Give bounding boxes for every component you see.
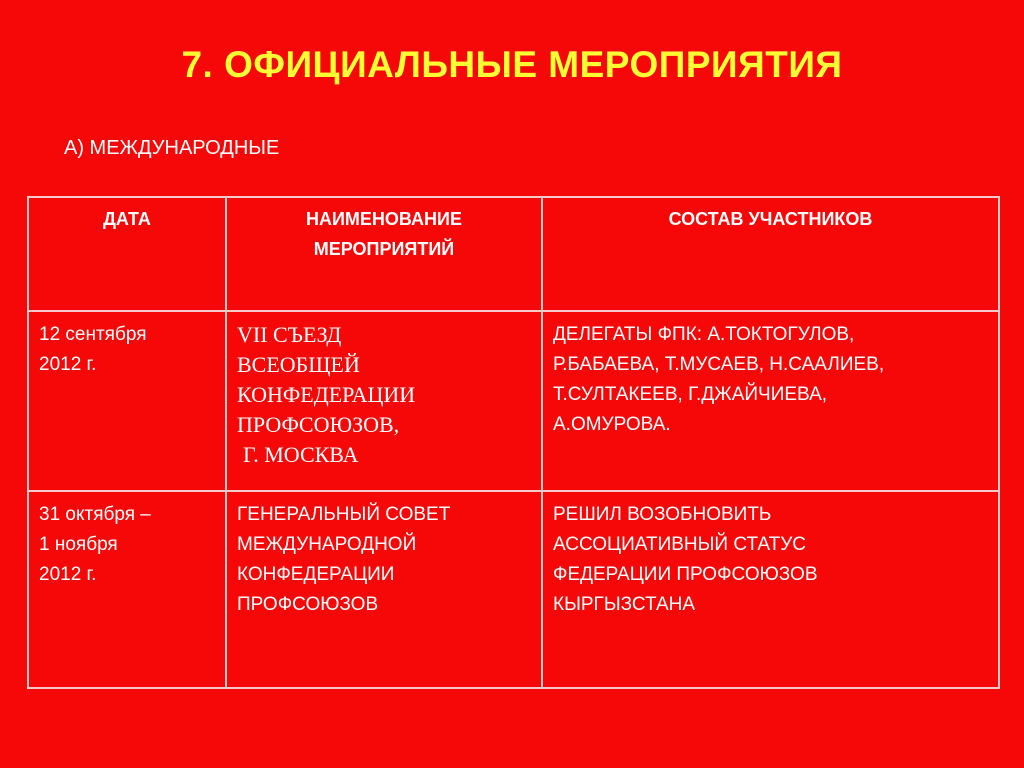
events-table (27, 196, 1000, 689)
participants-line: ДЕЛЕГАТЫ ФПК: А.ТОКТОГУЛОВ, (553, 324, 855, 345)
cell-date (28, 311, 226, 491)
header-name-line-1: НАИМЕНОВАНИЕ (306, 209, 462, 229)
event-name-line: Г. МОСКВА (243, 442, 359, 467)
table-row (28, 491, 999, 688)
event-name-line: VII СЪЕЗД (237, 322, 342, 347)
table-row (28, 311, 999, 491)
event-name-line: ВСЕОБЩЕЙ (237, 352, 360, 377)
event-name-line: КОНФЕДЕРАЦИИ (237, 382, 416, 407)
header-participants (542, 197, 999, 311)
header-name-line-2: МЕРОПРИЯТИЙ (313, 239, 455, 259)
header-participants-label: СОСТАВ УЧАСТНИКОВ (668, 209, 873, 229)
cell-date (28, 491, 226, 688)
event-name-line: КОНФЕДЕРАЦИИ (237, 564, 395, 585)
participants-line: АССОЦИАТИВНЫЙ СТАТУС (553, 534, 807, 555)
date-line: 2012 г. (39, 354, 97, 375)
header-event-name (226, 197, 542, 311)
participants-line: ФЕДЕРАЦИИ ПРОФСОЮЗОВ (553, 564, 818, 585)
participants-line: Т.СУЛТАКЕЕВ, Г.ДЖАЙЧИЕВА, (553, 384, 828, 405)
cell-participants (542, 311, 999, 491)
cell-participants (542, 491, 999, 688)
cell-event-name (226, 491, 542, 688)
header-date (28, 197, 226, 311)
date-line: 2012 г. (39, 564, 97, 585)
event-name-line: ПРОФСОЮЗОВ (237, 594, 379, 615)
participants-line: А.ОМУРОВА. (553, 414, 671, 435)
event-name-line: МЕЖДУНАРОДНОЙ (237, 534, 417, 555)
date-line: 1 ноября (39, 534, 118, 555)
participants-line: Р.БАБАЕВА, Т.МУСАЕВ, Н.СААЛИЕВ, (553, 354, 885, 375)
header-date-label: ДАТА (103, 209, 151, 229)
date-line: 12 сентября (39, 324, 147, 345)
participants-line: РЕШИЛ ВОЗОБНОВИТЬ (553, 504, 772, 525)
section-subtitle: А) МЕЖДУНАРОДНЫЕ (64, 137, 280, 159)
event-name-line: ГЕНЕРАЛЬНЫЙ СОВЕТ (237, 504, 451, 525)
date-line: 31 октября – (39, 504, 151, 525)
participants-line: КЫРГЫЗСТАНА (553, 594, 696, 615)
event-name-line: ПРОФСОЮЗОВ, (237, 412, 400, 437)
cell-event-name (226, 311, 542, 491)
table-header-row (28, 197, 999, 311)
slide-title: 7. ОФИЦИАЛЬНЫЕ МЕРОПРИЯТИЯ (181, 44, 843, 85)
